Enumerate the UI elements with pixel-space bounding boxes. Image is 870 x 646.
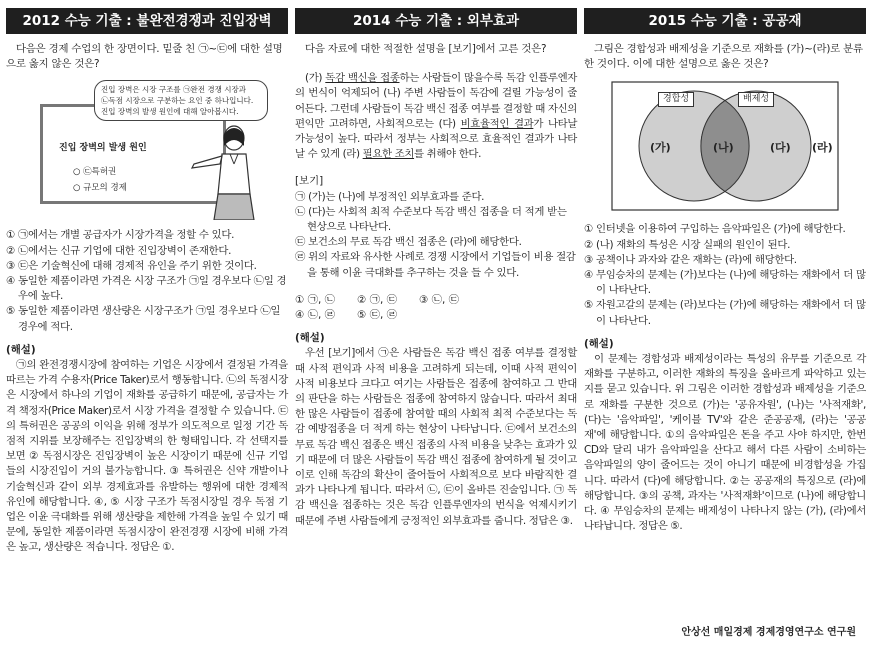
question-text: 다음은 경제 수업의 한 장면이다. 밑줄 친 ㉠~㉢에 대한 설명으로 옳지 않은 것은? <box>6 43 283 71</box>
region-ga: (가) <box>650 141 671 155</box>
bogi-item-3: ㉢ 보건소의 무료 독감 백신 접종은 (라)에 해당한다. <box>295 236 522 249</box>
label-excludability: 배제성 <box>738 92 774 107</box>
choice-1: ① 인터넷을 이용하여 구입하는 음악파일은 (가)에 해당한다. <box>584 223 846 236</box>
region-ra: (라) <box>812 141 833 155</box>
board-item: ○ ㉢특허권 <box>73 167 117 178</box>
author-credit: 안상선 매일경제 경제경영연구소 연구원 <box>681 627 856 638</box>
explanation-text: 우선 [보기]에서 ㉠은 사람들은 독감 백신 접종 여부를 결정할 때 사적 편익과 사적 비용을 고려하게 되는데, 이때 사적 편익이 사적 비용보다 크다고 여기는 사람들은 접종에 참여하고 그 반대의 판단을 하는 사람들은 접종에 참여하지 않습니다. 따라서 최대한 많은 사람들이 접종에 참여할 때의 사회적 최적 수준보다는 독감 예방접종을 더 적게 하는 현상이 나타납니다. ㉢에서 보건소의 무료 독감 백신 접종은 백신 접종의 사적 비용을 낮추는 효과가 있기 때문에 더 많은 사람들이 독감 백신 접종에 참여하게 될 것이고 이로 인해 독감의 확산이 줄어들어 사회적으로 보다 바람직한 결과가 나타나게 됩니다. 따라서 ㉡, ㉢이 올바른 진술입니다. ㉠ 독감 백신을 접종하는 것은 독감 인플루엔자의 번식을 억제시키기 때문에 주변 사람들에게 긍정적인 외부효과를 줍니다. 정답은 ③. <box>295 347 577 527</box>
teacher-figure <box>184 124 274 220</box>
choice-3: ③ ㉢은 기술혁신에 대해 경제적 유인을 주기 위한 것이다. <box>6 259 257 272</box>
bubble-line: ㉡독점 시장으로 구분하는 요인 중 하나입니다. <box>101 96 254 106</box>
choice-1: ① ㉠에서는 개별 공급자가 시장가격을 정할 수 있다. <box>6 229 235 242</box>
answer-options <box>295 308 577 323</box>
option-2: ② ㉠, ㉢ <box>357 293 398 306</box>
explanation-text: 이 문제는 경합성과 배제성이라는 특성의 유무를 기준으로 각 재화를 구분하고, 이러한 재화의 특징을 올바르게 파악하고 있는지를 묻고 있습니다. 위 그림은 이러한 경합성과 배제성을 기준으로 재화를 구분한 것으로 (가)는 '공유자원', (나)는 '사적재화', (다)는 '음악파일', '케이블 TV'와 같은 준공공재, (라)는 '공공재'에 해당합니다. ①의 음악파일은 돈을 주고 사야 하지만, 한번CD와 달리 내가 음악파일을 산다고 해서 다른 사람이 소비하는 음악파일의 양이 줄어드는 것이 아니기 때문에 비경합성을 가집니다. 따라서 (다)에 해당합니다. ②는 공공재의 특징으로 (라)에 해당합니다. ③의 공책, 과자는 '사적재화'이므로 (나)에 해당합니다. ④ 무임승차의 문제는 배제성이 나타나지 않는 (가), (라)에서 나타납니다. 정답은 ⑤. <box>584 353 866 533</box>
bogi-item-2: ㉡ (다)는 사회적 최적 수준보다 독감 백신 접종을 더 적게 받는 현상으로 나타난다. <box>295 205 567 234</box>
column-2012 <box>6 8 288 556</box>
label-rivalry: 경합성 <box>658 92 694 107</box>
classroom-illustration <box>6 80 288 220</box>
option-5: ⑤ ㉢, ㉣ <box>357 309 398 322</box>
region-na: (나) <box>713 141 734 155</box>
bogi-label: [보기] <box>295 175 324 188</box>
bogi-item-1: ㉠ (가)는 (나)에 부정적인 외부효과를 준다. <box>295 190 485 203</box>
passage: (가) 독감 백신을 접종하는 사람들이 많을수록 독감 인플루엔자의 번식이 억제되어 (나) 주변 사람들이 독감에 걸릴 가능성이 줄어든다. 그런데 사람들이 독감 백신 접종 여부를 결정할 때 자신의 편익만 고려하면, 사회적으로는 (다) 비효율적인 결과가 나타날 가능성이 높다. 따라서 정부는 사회적으로 효율적인 결과가 나타날 수 있게 (라) 필요한 조치를 취해야 한다. <box>295 72 578 161</box>
bogi-item-4: ㉣ 위의 자료와 유사한 사례로 경쟁 시장에서 기업들이 비용 절감을 통해 이윤 극대화를 추구하는 것을 들 수 있다. <box>295 251 576 279</box>
section-header-2012: 2012 수능 기출 : 불완전경쟁과 진입장벽 <box>6 8 288 34</box>
explanation-label: (해설) <box>584 337 614 350</box>
section-header-2014: 2014 수능 기출 : 외부효과 <box>295 8 577 34</box>
explanation-label: (해설) <box>6 343 36 356</box>
answer-options <box>295 293 577 308</box>
question-text: 다음 자료에 대한 적절한 설명을 [보기]에서 고른 것은? <box>305 43 547 55</box>
choice-4: ④ 동일한 제품이라면 가격은 시장 구조가 ㉠일 경우보다 ㉡일 경우에 높다. <box>6 275 287 303</box>
choice-2: ② ㉡에서는 신규 기업에 대한 진입장벽이 존재한다. <box>6 244 232 257</box>
choice-4: ④ 무임승차의 문제는 (가)보다는 (나)에 해당하는 재화에서 더 많이 나타난다. <box>584 269 866 297</box>
choice-5: ⑤ 동일한 제품이라면 생산량은 시장구조가 ㉠일 경우보다 ㉡일 경우에 적다. <box>6 305 281 333</box>
venn-diagram <box>584 80 866 216</box>
region-da: (다) <box>770 141 791 155</box>
board-title: 진입 장벽의 발생 원인 <box>59 143 147 154</box>
question-text: 그림은 경합성과 배제성을 기준으로 재화를 (가)~(라)로 분류한 것이다. 이에 대한 설명으로 옳은 것은? <box>584 43 863 71</box>
option-3: ③ ㉡, ㉢ <box>419 293 460 306</box>
choice-5: ⑤ 자원고갈의 문제는 (라)보다는 (가)에 해당하는 재화에서 더 많이 나타난다. <box>584 299 866 327</box>
section-header-2015: 2015 수능 기출 : 공공재 <box>584 8 866 34</box>
explanation-label: (해설) <box>295 332 325 345</box>
speech-bubble <box>94 80 268 121</box>
option-1: ① ㉠, ㉡ <box>295 293 336 306</box>
board-item: ○ 규모의 경제 <box>73 183 127 194</box>
column-2015 <box>584 8 866 534</box>
choice-3: ③ 공책이나 과자와 같은 재화는 (라)에 해당한다. <box>584 253 797 266</box>
explanation-text: ㉠의 완전경쟁시장에 참여하는 기업은 시장에서 결정된 가격을 따르는 가격 수용자(Price Taker)로서 행동합니다. ㉡의 독점시장은 시장에서 하나의 기업이 재화를 공급하기 때문에, 공급자는 가격 책정자(Price Maker)로서 시장 가격을 결정할 수 있습니다. ㉢의 특허권은 공공의 이익을 위해 정부가 의도적으로 일정 기간 독점적 지위를 보장해주는 진입장벽의 한 형태입니다. 각 선택지를 보면 ② 독점시장은 진입장벽이 높은 시장이기 때문에 신규 기업들의 시장진입이 거의 불가능합니다. ③ 특허권은 신약 개발이나 기술혁신과 같이 외부 경제효과를 유발하는 행위에 대한 경제적 유인에 해당합니다. ④, ⑤ 시장 구조가 독점시장일 경우 독점 기업은 이윤 극대화를 위해 생산량을 제한해 가격을 높일 수 있기 때문에, 동일한 제품이라면 독점시장이 완전경쟁 시장에 비해 가격은 높고, 생산량은 적습니다. 정답은 ①. <box>6 359 288 554</box>
column-2014 <box>295 8 577 529</box>
bubble-line: 진입 장벽의 발생 원인에 대해 알아봅시다. <box>101 107 239 117</box>
option-4: ④ ㉡, ㉣ <box>295 309 336 322</box>
choice-2: ② (나) 재화의 특성은 시장 실패의 원인이 된다. <box>584 238 791 251</box>
bubble-line: 진입 장벽은 시장 구조를 ㉠완전 경쟁 시장과 <box>101 85 246 95</box>
